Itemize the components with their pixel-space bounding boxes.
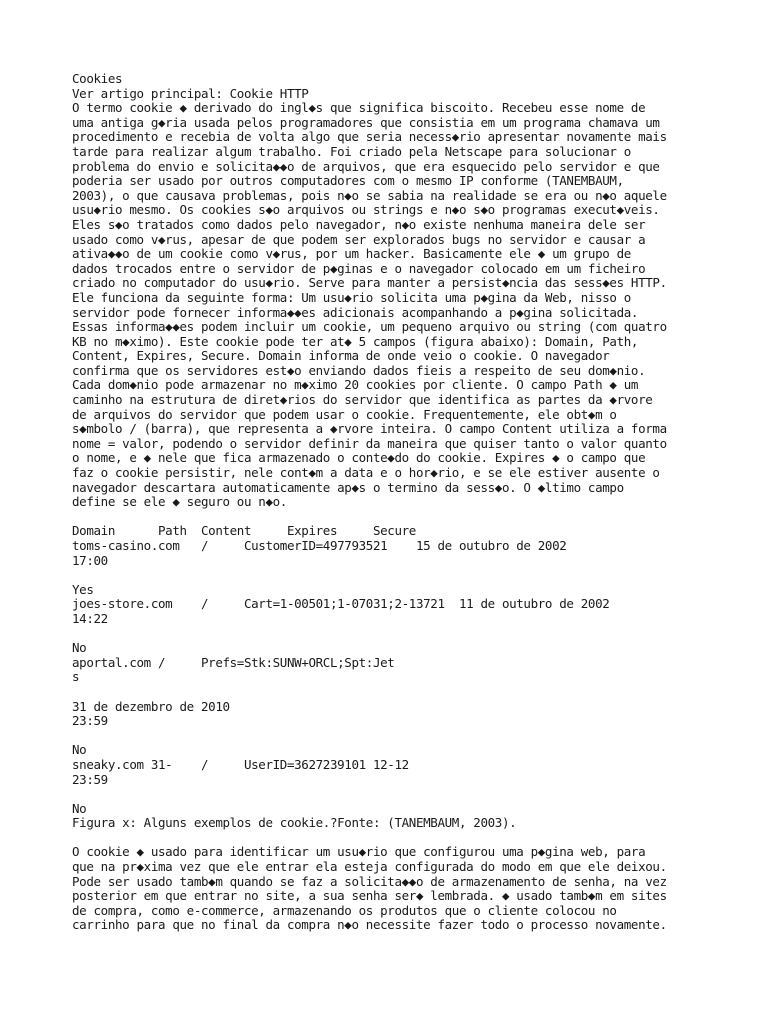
paragraph-line: 2003), o que causava problemas, pois n◆o se sabia na realidade se era ou n◆o aquele xyxy=(72,187,667,203)
paragraph-line: usado como v◆rus, apesar de que podem ser explorados bugs no servidor e causar a xyxy=(72,231,646,247)
table-line xyxy=(72,568,712,583)
paragraph-line: uma antiga g◆ria usada pelos programadores que consistia em um programa chamava um xyxy=(72,114,660,130)
paragraph-line: procedimento e recebia de volta algo que seria necess◆rio apresentar novamente mais xyxy=(72,129,667,145)
paragraph-line: ativa◆◆o de um cookie como v◆rus, por um hacker. Basicamente ele ◆ um grupo de xyxy=(72,246,631,262)
table-line: 23:59 xyxy=(72,771,108,787)
table-line xyxy=(72,729,712,744)
document-subheading: Ver artigo principal: Cookie HTTP xyxy=(72,85,309,101)
table-line xyxy=(72,685,712,700)
table-line: 23:59 xyxy=(72,713,108,729)
paragraph-line: Content, Expires, Secure. Domain informa de onde veio o cookie. O navegador xyxy=(72,348,610,364)
paragraph-line: o nome, e ◆ nele que fica armazenado o conte◆do do cookie. Expires ◆ o campo que xyxy=(72,450,646,466)
paragraph-line: Pode ser usado tamb◆m quando se faz a solicita◆◆o de armazenamento de senha, na vez xyxy=(72,873,667,889)
paragraph-line: de compra, como e-commerce, armazenando os produtos que o cliente colocou no xyxy=(72,902,617,918)
paragraph-line: Essas informa◆◆es podem incluir um cookie, um pequeno arquivo ou string (com quatro xyxy=(72,319,667,335)
paragraph-line: s◆mbolo / (barra), que representa a ◆rvore inteira. O campo Content utiliza a forma xyxy=(72,421,667,437)
paragraph-line: Ele funciona da seguinte forma: Um usu◆rio solicita uma p◆gina da Web, nisso o xyxy=(72,289,631,305)
table-line xyxy=(72,787,712,802)
paragraph-line: usu◆rio mesmo. Os cookies s◆o arquivos ou strings e n◆o s◆o programas execut◆veis. xyxy=(72,202,660,218)
table-line: Domain Path Content Expires Secure xyxy=(72,523,416,539)
paragraph-line: posterior em que entrar no site, a sua senha ser◆ lembrada. ◆ usado tamb◆m em sites xyxy=(72,888,667,904)
table-line: toms-casino.com / CustomerID=497793521 15 de outubro de 2002 xyxy=(72,538,567,553)
paragraph-line: carrinho para que no final da compra n◆o necessite fazer todo o processo novamente. xyxy=(72,917,667,933)
document-page xyxy=(72,72,712,933)
table-line: Yes xyxy=(72,581,94,597)
paragraph-line: tarde para realizar algum trabalho. Foi criado pela Netscape para solucionar o xyxy=(72,143,631,159)
paragraph-cookie-description xyxy=(72,101,712,510)
table-line: No xyxy=(72,742,87,758)
table-line: s xyxy=(72,669,80,685)
paragraph-line: que na pr◆xima vez que ele entrar ela esteja configurada do modo em que ele deixou. xyxy=(72,859,667,875)
paragraph-line: dados trocados entre o servidor de p◆ginas e o navegador colocado em um ficheiro xyxy=(72,260,646,276)
paragraph-line: caminho na estrutura de diret◆rios do servidor que identifica as partes da ◆rvore xyxy=(72,392,653,408)
paragraph-line: KB no m◆ximo). Este cookie pode ter at◆ 5 campos (figura abaixo): Domain, Path, xyxy=(72,333,639,349)
paragraph-line: poderia ser usado por outros computadores com o mesmo IP conforme (TANEMBAUM, xyxy=(72,173,624,189)
table-line: 17:00 xyxy=(72,552,108,568)
cookie-examples-table xyxy=(72,524,712,830)
table-line: 31 de dezembro de 2010 xyxy=(72,698,230,714)
paragraph-line: O cookie ◆ usado para identificar um usu◆rio que configurou uma p◆gina web, para xyxy=(72,844,646,860)
paragraph-cookie-usage xyxy=(72,845,712,933)
table-line: No xyxy=(72,800,87,816)
paragraph-line: navegador descartara automaticamente ap◆s o termino da sess◆o. O ◆ltimo campo xyxy=(72,479,624,495)
paragraph-line: criado no computador do usu◆rio. Serve para manter a persist◆ncia das sess◆es HTTP. xyxy=(72,275,667,291)
paragraph-line: Cada dom◆nio pode armazenar no m◆ximo 20 cookies por cliente. O campo Path ◆ um xyxy=(72,377,639,393)
table-line: Figura x: Alguns exemplos de cookie.?Fonte: (TANEMBAUM, 2003). xyxy=(72,815,517,831)
table-line: No xyxy=(72,640,87,656)
paragraph-line: de arquivos do servidor que podem usar o cookie. Frequentemente, ele obt◆m o xyxy=(72,406,617,422)
paragraph-line: faz o cookie persistir, nele cont◆m a data e o hor◆rio, e se ele estiver ausente o xyxy=(72,465,660,481)
table-line: aportal.com / Prefs=Stk:SUNW+ORCL;Spt:Jet xyxy=(72,654,395,670)
table-line: joes-store.com / Cart=1-00501;1-07031;2-13721 11 de outubro de 2002 xyxy=(72,596,610,612)
paragraph-line: nome = valor, podendo o servidor definir da maneira que quiser tanto o valor quanto xyxy=(72,435,667,451)
paragraph-line: problema do envio e solicita◆◆o de arquivos, que era esquecido pelo servidor e que xyxy=(72,158,660,174)
paragraph-line: O termo cookie ◆ derivado do ingl◆s que significa biscoito. Recebeu esse nome de xyxy=(72,100,646,116)
document-heading: Cookies xyxy=(72,71,123,86)
table-line: 14:22 xyxy=(72,610,108,626)
paragraph-line: confirma que os servidores est◆o enviando dados fieis a respeito de seu dom◆nio. xyxy=(72,362,646,378)
paragraph-line: servidor pode fornecer informa◆◆es adicionais acompanhando a p◆gina solicitada. xyxy=(72,304,639,320)
spacer xyxy=(72,831,712,846)
paragraph-line: define se ele ◆ seguro ou n◆o. xyxy=(72,494,287,510)
spacer xyxy=(72,510,712,525)
paragraph-line: Eles s◆o tratados como dados pelo navegador, n◆o existe nenhuma maneira dele ser xyxy=(72,216,646,232)
table-line: sneaky.com 31- / UserID=3627239101 12-12 xyxy=(72,756,409,772)
table-line xyxy=(72,627,712,642)
